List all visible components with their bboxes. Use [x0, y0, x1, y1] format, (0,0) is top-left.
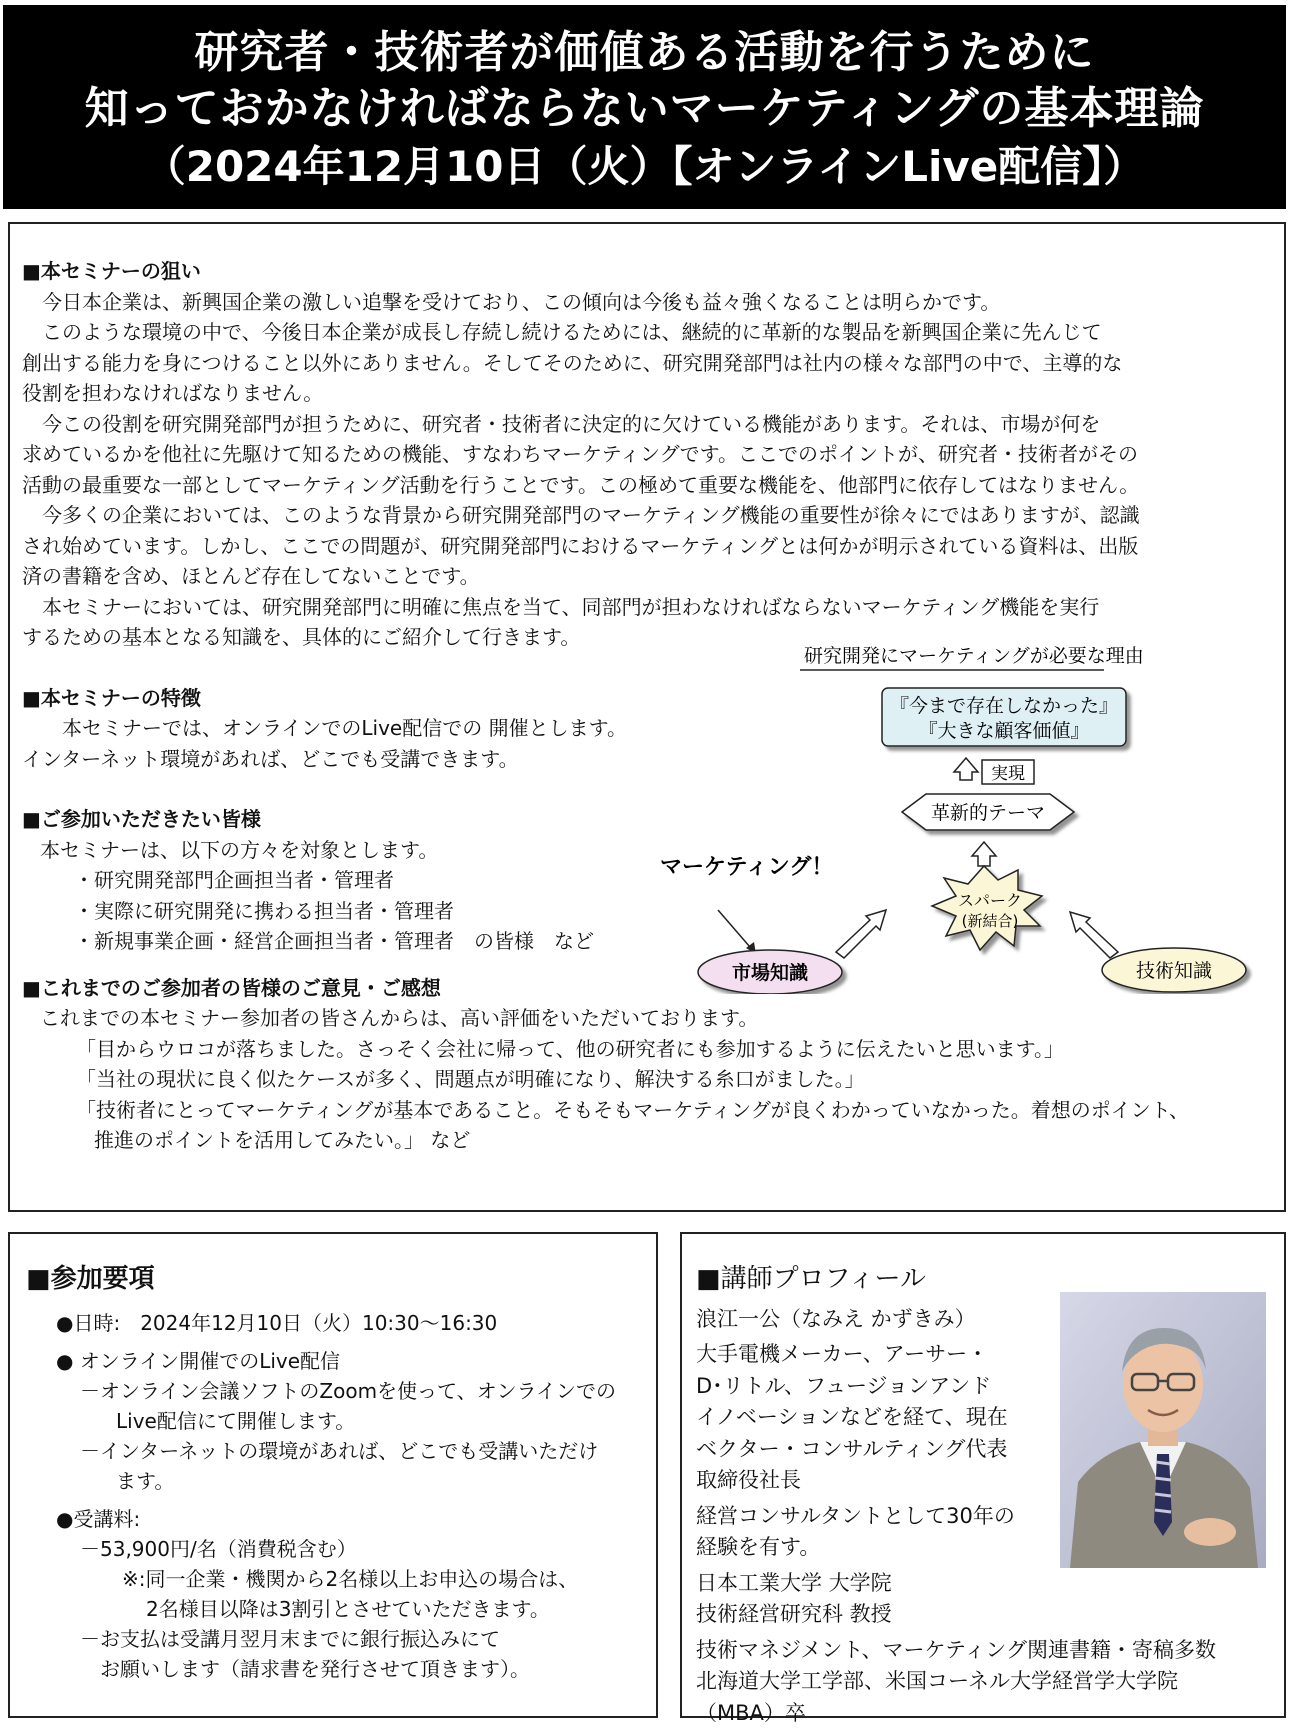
- aim-line: 創出する能力を身につけること以外にありません。そしてそのために、研究開発部門は社内の様々な部門の中で、主導的な: [22, 350, 1123, 375]
- payment-line: －お支払は受講月翌月末までに銀行振込みにて: [80, 1627, 500, 1651]
- marketing-label: マーケティング！: [660, 855, 834, 880]
- header-banner: [3, 5, 1286, 209]
- university-line: 日本工業大学 大学院: [696, 1570, 892, 1595]
- up-arrow-icon: [972, 842, 996, 866]
- aim-line: 済の書籍を含め、ほとんど存在してないことです。: [22, 564, 480, 588]
- arrow-tech-to-spark-icon: [1070, 912, 1118, 958]
- voice-intro: これまでの本セミナー参加者の皆さんからは、高い評価をいただいております。: [40, 1006, 759, 1030]
- fee-note: ※:同一企業・機関から2名様以上お申込の場合は、: [122, 1567, 579, 1591]
- feature-line: 本セミナーでは、オンラインでのLive配信での 開催とします。: [22, 716, 627, 740]
- career-line: 取締役社長: [696, 1468, 801, 1492]
- lecturer-profile-box: [680, 1232, 1286, 1725]
- date-line: ●日時: 2024年12月10日（火）10:30〜16:30: [56, 1311, 498, 1335]
- title-line-2: 知っておかなければならないマーケティングの基本理論: [84, 83, 1205, 134]
- fee-label: ●受講料:: [56, 1507, 141, 1531]
- career-line: ベクター・コンサルティング代表: [696, 1436, 1008, 1461]
- lecturer-name: 浪江一公（なみえ かずきみ）: [696, 1306, 976, 1331]
- education-line: （MBA）卒: [696, 1700, 806, 1725]
- market-knowledge-label: 市場知識: [731, 962, 809, 984]
- voice-quote: 「技術者にとってマーケティングが基本であること。そもそもマーケティングが良くわかっていなかった。着想のポイント、: [76, 1097, 1189, 1122]
- up-arrow-icon: [954, 758, 978, 780]
- spark-label-1: スパーク: [957, 891, 1023, 910]
- online-line: ● オンライン開催でのLive配信: [56, 1349, 341, 1373]
- customer-value-line-1: 『今まで存在しなかった』: [889, 695, 1119, 717]
- seminar-overview-box: [8, 222, 1286, 1212]
- online-sub: －オンライン会議ソフトのZoomを使って、オンラインでの: [80, 1379, 617, 1403]
- experience-line: 経営コンサルタントとして30年の: [696, 1503, 1015, 1528]
- target-intro: 本セミナーは、以下の方々を対象とします。: [40, 837, 439, 862]
- participation-details-box: [8, 1232, 658, 1718]
- feature-heading: ■本セミナーの特徴: [22, 685, 201, 710]
- voice-quote: 「目からウロコが落ちました。さっそく会社に帰って、他の研究者にも参加するように伝えたいと思います。」: [76, 1036, 1064, 1061]
- payment-line: お願いします（請求書を発行させて頂きます）。: [100, 1657, 530, 1681]
- fee-value: －53,900円/名（消費税含む）: [80, 1537, 357, 1561]
- diagram-title: 研究開発にマーケティングが必要な理由: [804, 645, 1144, 667]
- aim-line: 求めているかを他社に先駆けて知るための機能、すなわちマーケティングです。ここでのポイントが、研究者・技術者がその: [22, 442, 1138, 466]
- online-sub: Live配信にて開催します。: [116, 1409, 356, 1433]
- target-heading: ■ご参加いただきたい皆様: [22, 807, 261, 831]
- aim-line: 今この役割を研究開発部門が担うために、研究者・技術者に決定的に欠けている機能があります。それは、市場が何を: [22, 411, 1101, 436]
- online-sub: ます。: [116, 1469, 175, 1493]
- arrow-market-to-spark-icon: [836, 910, 886, 958]
- target-item: ・実際に研究開発に携わる担当者・管理者: [74, 898, 454, 923]
- aim-line: 活動の最重要な一部としてマーケティング活動を行うことです。この極めて重要な機能を、他部門に依存してはなりません。: [22, 472, 1140, 497]
- aim-line: するための基本となる知識を、具体的にご紹介して行きます。: [22, 625, 581, 649]
- profile-heading: ■講師プロフィール: [696, 1264, 926, 1294]
- target-item: ・研究開発部門企画担当者・管理者: [74, 868, 394, 892]
- aim-line: このような環境の中で、今後日本企業が成長し存続し続けるためには、継続的に革新的な製品を新興国企業に先んじて: [22, 320, 1102, 344]
- career-line: イノベーションなどを経て、現在: [696, 1405, 1008, 1429]
- title-line-1: 研究者・技術者が価値ある活動を行うために: [194, 27, 1095, 78]
- aim-heading: ■本セミナーの狙い: [22, 259, 201, 283]
- career-line: 大手電機メーカー、アーサー・: [696, 1342, 989, 1366]
- career-line: D･リトル、フュージョンアンド: [696, 1373, 992, 1398]
- fee-note: 2名様目以降は3割引とさせていただきます。: [146, 1597, 550, 1621]
- feature-line: インターネット環境があれば、どこでも受講できます。: [22, 746, 519, 771]
- marketing-reason-diagram: [640, 634, 1280, 994]
- online-sub: －インターネットの環境があれば、どこでも受講いただけ: [80, 1439, 599, 1463]
- tech-knowledge-label: 技術知識: [1135, 960, 1213, 982]
- aim-line: 今多くの企業においては、このような背景から研究開発部門のマーケティング機能の重要性が徐々にではありますが、認識: [22, 503, 1140, 527]
- voice-quote-end: 推進のポイントを活用してみたい。」 など: [94, 1128, 471, 1152]
- details-heading: ■参加要項: [26, 1264, 155, 1294]
- education-line: 北海道大学工学部、米国コーネル大学経営学大学院: [696, 1669, 1178, 1693]
- voice-heading: ■これまでのご参加者の皆様のご意見・ご感想: [22, 975, 441, 1000]
- aim-line: 役割を担わなければなりません。: [22, 381, 324, 405]
- voice-quote: 「当社の現状に良く似たケースが多く、問題点が明確になり、解決する糸口がました。」: [76, 1067, 865, 1091]
- aim-line: 本セミナーにおいては、研究開発部門に明確に焦点を当て、同部門が担わなければならないマーケティング機能を実行: [22, 594, 1100, 619]
- realize-label: 実現: [991, 764, 1025, 784]
- university-line: 技術経営研究科 教授: [696, 1602, 892, 1626]
- aim-line: され始めています。しかし、ここでの問題が、研究開発部門におけるマーケティングとは何かが明示されている資料は、出版: [22, 533, 1139, 558]
- spark-label-2: (新結合): [961, 912, 1019, 930]
- lecturer-photo: [1060, 1292, 1266, 1568]
- aim-line: 今日本企業は、新興国企業の激しい追撃を受けており、この傾向は今後も益々強くなることは明らかです。: [22, 289, 1001, 314]
- title-date-line: （2024年12月10日（火）【オンラインLive配信】）: [143, 142, 1146, 191]
- target-item: ・新規事業企画・経営企画担当者・管理者 の皆様 など: [74, 929, 594, 953]
- customer-value-line-2: 『大きな顧客価値』: [918, 720, 1090, 742]
- books-line: 技術マネジメント、マーケティング関連書籍・寄稿多数: [696, 1637, 1216, 1662]
- innovative-theme-label: 革新的テーマ: [930, 802, 1046, 824]
- experience-line: 経験を有す。: [696, 1535, 821, 1559]
